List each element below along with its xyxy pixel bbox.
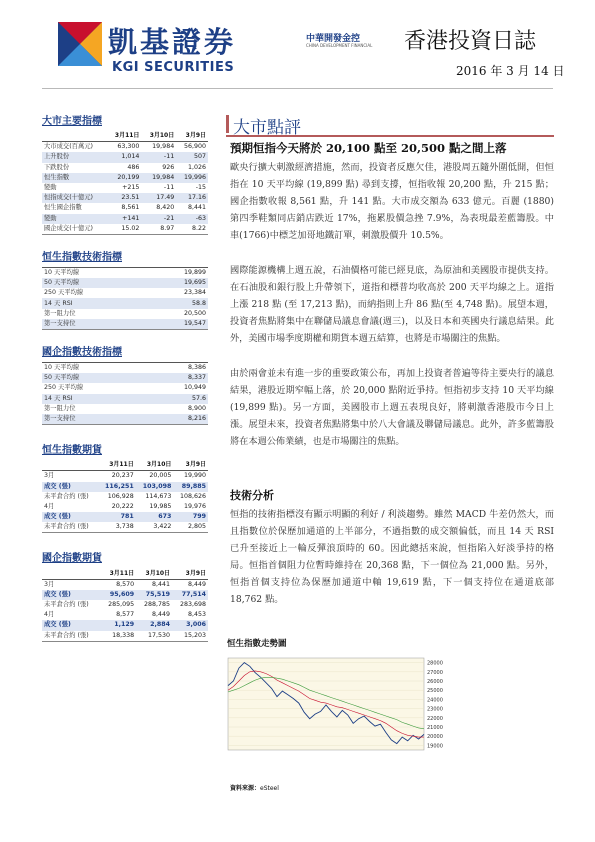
hscei-technical-table: [42, 362, 208, 425]
row-value: 8,449: [152, 611, 171, 619]
column-header: 3月9日: [173, 460, 208, 471]
row-value: 17,530: [136, 631, 172, 642]
technical-analysis-paragraph: 恒指的技術指標沒有顯示明顯的利好 / 利淡趨勢。雖然 MACD 牛差仍然大，而且指數位於保歷加通道的上半部分，不過指數的成交額偏低，而且 14 天 RSI 已升至接近上一輪反彈浪頂時的 60。因此總括來說，恒指陷入好淡爭持的格局。恒指首個阻力位暫時維持在 20,368 點，下一個位為 21,000 點。另外，恒指首個支持位為保歷加通道中軸 19,619 點，下一個支持位在通道底部 18,762 點。: [230, 509, 554, 606]
column-header: 3月10日: [136, 460, 174, 471]
column-header: [42, 460, 98, 471]
row-value: 114,673: [145, 492, 172, 500]
row-value: 8,216: [146, 414, 208, 425]
row-value: 486: [127, 163, 140, 171]
row-value: 20,005: [149, 472, 172, 480]
row-value: 8,420: [156, 204, 175, 212]
table-row: [42, 482, 208, 492]
row-value: 283,698: [179, 601, 206, 609]
y-tick-label: 19000: [427, 743, 443, 750]
row-value: 8,900: [187, 404, 206, 412]
y-tick-label: 24000: [427, 697, 443, 704]
row-value: 18,338: [100, 631, 136, 642]
row-label: 國企成交(十億元): [42, 224, 107, 235]
table-row: [42, 471, 208, 482]
table-row: [42, 163, 208, 173]
row-value: 8,337: [146, 373, 208, 383]
hsi-technical-table: [42, 267, 208, 330]
row-value: 103,098: [136, 482, 174, 492]
y-tick-label: 27000: [427, 669, 443, 676]
row-value: 63,300: [117, 143, 140, 151]
row-value: -21: [141, 214, 176, 224]
brand-name-en: KGI SECURITIES: [112, 60, 235, 75]
row-value: 19,985: [149, 502, 172, 510]
row-label: 未平倉合約 (張): [42, 522, 98, 533]
row-value: 19,976: [183, 502, 206, 510]
column-header: 3月11日: [98, 460, 136, 471]
y-tick-label: 23000: [427, 706, 443, 713]
y-tick-label: 21000: [427, 725, 443, 731]
row-value: 106,928: [107, 492, 134, 500]
row-label: 10 天平均線: [44, 268, 80, 276]
table-row: [42, 512, 208, 522]
technical-analysis-title: 技術分析: [230, 489, 274, 502]
y-tick-label: 22000: [427, 715, 443, 722]
row-value: +215: [122, 184, 140, 192]
report-title: 香港投資日誌: [404, 29, 537, 54]
row-value: 8,577: [116, 611, 135, 619]
row-label: 恒指成交(十億元): [42, 193, 107, 203]
row-label: 250 天平均線: [44, 289, 84, 297]
row-value: 3,006: [172, 620, 208, 630]
column-header: 3月10日: [136, 568, 172, 579]
table-row: [42, 319, 208, 330]
chart-source-value: eSteel: [260, 785, 279, 792]
table-row: [42, 183, 208, 193]
row-value: 2,884: [136, 620, 172, 630]
table-row: [42, 152, 208, 162]
row-value: 19,984: [152, 143, 175, 151]
row-value: 95,609: [100, 590, 136, 600]
hsi-technical-section: [42, 248, 208, 330]
table-row: [42, 502, 208, 512]
row-value: 8.97: [141, 224, 176, 235]
y-tick-label: 28000: [427, 660, 443, 667]
table-row: [42, 394, 208, 404]
table-row: [42, 600, 208, 610]
column-header: [42, 131, 107, 142]
report-date: 2016 年 3 月 14 日: [456, 64, 565, 78]
parent-company-en: CHINA DEVELOPMENT FINANCIAL: [306, 43, 373, 48]
row-value: 781: [98, 512, 136, 522]
column-header: [42, 568, 100, 579]
commentary-section-header: [226, 113, 554, 137]
row-value: 19,547: [146, 319, 208, 330]
commentary-headline: 預期恒指今天將於 20,100 點至 20,500 點之間上落: [230, 141, 507, 155]
hscei-futures-table: [42, 568, 208, 641]
row-value: 507: [176, 152, 208, 162]
row-value: 8.22: [176, 224, 208, 235]
row-value: 3,422: [136, 522, 174, 533]
row-value: 20,199: [107, 173, 142, 183]
column-header: 3月11日: [107, 131, 142, 142]
row-value: 3,738: [98, 522, 136, 533]
row-value: 926: [162, 163, 175, 171]
y-tick-label: 25000: [427, 688, 443, 695]
table-row: [42, 173, 208, 183]
table-row: [42, 203, 208, 213]
y-tick-label: 20000: [427, 734, 443, 741]
row-label: 50 天平均線: [42, 373, 146, 383]
row-value: 673: [136, 512, 174, 522]
row-label: 成交 (張): [42, 620, 100, 630]
row-label: 14 天 RSI: [42, 394, 146, 404]
table-row: [42, 404, 208, 414]
row-value: 23,384: [183, 289, 206, 297]
row-value: 20,222: [111, 502, 134, 510]
commentary-paragraph-2: 國際能源機構上週五說，石油價格可能已經見底，為原油和美國股市提供支持。在石油股和銀行股上升帶領下，道指和標普均收高於 200 天平均線之上。道指上漲 218 點 (至 17,213 點)，而納指則上升 86 點(至 4,748 點)。展望本週，投資者焦點將集中在聯儲局議息會議(週三)，以及日本和英國央行議息結果。此外，美國市場季度期權和期貨本週五結算，也將是市場關注的焦點。: [230, 265, 554, 345]
row-label: 成交 (張): [42, 512, 98, 522]
row-value: 8,449: [187, 580, 206, 588]
row-label: 第一阻力位: [44, 309, 76, 317]
row-label: 3月: [44, 472, 55, 480]
table-row: [42, 373, 208, 383]
table-row: [42, 278, 208, 288]
brand-name-cn: 凱基證券: [108, 25, 237, 59]
row-value: 17.49: [141, 193, 176, 203]
table-row: [42, 288, 208, 298]
row-label: 成交 (張): [42, 590, 100, 600]
header-divider: [42, 88, 553, 89]
market-indicators-table: [42, 131, 208, 235]
hsi-technical-title: 恒生指數技術指標: [42, 251, 122, 263]
row-value: 1,026: [187, 163, 206, 171]
row-label: 下跌股份: [44, 163, 70, 171]
row-value: 19,984: [141, 173, 176, 183]
row-label: 變動: [44, 184, 57, 192]
parent-company-cn: 中華開發金控: [306, 34, 361, 44]
row-value: -63: [176, 214, 208, 224]
row-value: 19,990: [183, 472, 206, 480]
chart-title: 恒生指數走勢圖: [227, 639, 287, 649]
row-value: 19,695: [146, 278, 208, 288]
row-value: 23.51: [107, 193, 142, 203]
chart-source-label: 資料來源：: [230, 785, 261, 792]
table-row: [42, 142, 208, 153]
row-value: 17.16: [176, 193, 208, 203]
column-header: 3月9日: [172, 568, 208, 579]
row-value: 57.6: [146, 394, 208, 404]
row-value: -11: [141, 152, 176, 162]
row-label: 第一阻力位: [44, 404, 76, 412]
row-value: 19,899: [183, 268, 206, 276]
table-row: [42, 522, 208, 533]
kgi-logo-icon: [58, 22, 102, 66]
row-label: 變動: [42, 214, 107, 224]
row-value: 8,441: [187, 204, 206, 212]
y-tick-label: 26000: [427, 679, 443, 685]
row-label: 4月: [44, 502, 55, 510]
hsi-futures-title: 恒生指數期貨: [42, 445, 102, 457]
table-row: [42, 631, 208, 642]
row-label: 大市成交(百萬元): [44, 143, 93, 151]
table-row: [42, 383, 208, 393]
row-label: 3月: [44, 580, 55, 588]
hsi-trend-chart: [226, 652, 454, 758]
row-value: 15,203: [172, 631, 208, 642]
row-value: 75,519: [136, 590, 172, 600]
table-row: [42, 298, 208, 308]
row-value: 108,626: [179, 492, 206, 500]
row-label: 未平倉合約 (張): [44, 601, 89, 609]
row-label: 恒生國企指數: [44, 204, 82, 212]
hsi-futures-table: [42, 460, 208, 533]
table-row: [42, 620, 208, 630]
row-label: 第一支持位: [42, 319, 146, 330]
column-header: 3月9日: [176, 131, 208, 142]
row-value: 285,095: [108, 601, 135, 609]
table-row: [42, 579, 208, 590]
row-label: 成交 (張): [42, 482, 98, 492]
row-value: -15: [195, 184, 206, 192]
row-label: 第一支持位: [42, 414, 146, 425]
row-label: 250 天平均線: [44, 384, 84, 392]
market-indicators-title: 大市主要指標: [42, 116, 102, 127]
row-value: 58.8: [146, 298, 208, 308]
row-value: 10,949: [183, 384, 206, 392]
hscei-technical-title: 國企指數技術指標: [42, 347, 122, 358]
market-indicators-section: [42, 112, 208, 235]
hscei-futures-section: [42, 549, 208, 641]
table-row: [42, 224, 208, 235]
row-value: 1,014: [107, 152, 142, 162]
row-value: 8,561: [121, 204, 140, 212]
table-row: [42, 267, 208, 278]
row-value: 8,570: [116, 580, 135, 588]
hscei-technical-section: [42, 343, 208, 425]
commentary-paragraph-1: 歐央行擴大刺激經濟措施，然而，投資者反應欠佳，港股周五隨外圍低開，但恒指在 10 天平均線 (19,899 點) 尋到支撐，恒指收報 20,200 點，升 215 點；國企指數收報 8,561 點，升 141 點。大市成交額為 633 億元。百麗 (1880) 第四季鞋類同店銷店跌近 17%，拖累股價急挫 7.9%，為表現最差藍籌股。中車(1766)中標芝加哥地鐵訂單，刺激股價升 10.5%。: [230, 162, 554, 242]
row-value: 116,251: [98, 482, 136, 492]
row-value: +141: [107, 214, 142, 224]
hsi-futures-section: [42, 441, 208, 533]
column-header: 3月11日: [100, 568, 136, 579]
commentary-paragraph-3: 由於兩會並未有進一步的重要政策公布，再加上投資者普遍等待主要央行的議息結果，港股近期窄幅上落，於 20,000 點附近爭持。恒指初步支持 10 天平均線(19,899 點)。另一方面，美國股市上週五表現良好，將刺激香港股市今日上漲。展望未來，投資者焦點將集中於八大會議及聯儲局議息。此外，許多藍籌股將在本週公佈業績，也是市場關注的焦點。: [230, 368, 554, 448]
table-row: [42, 363, 208, 374]
commentary-section-title: 大市點評: [233, 118, 301, 138]
row-value: 8,453: [187, 611, 206, 619]
section-accent-bar: [226, 115, 229, 133]
table-row: [42, 309, 208, 319]
row-value: 77,514: [172, 590, 208, 600]
row-value: 1,129: [100, 620, 136, 630]
row-value: -11: [163, 184, 175, 192]
left-sidebar: [42, 112, 208, 655]
table-row: [42, 193, 208, 203]
table-row: [42, 590, 208, 600]
row-value: 56,900: [183, 143, 206, 151]
table-row: [42, 414, 208, 425]
table-row: [42, 610, 208, 620]
row-value: 8,386: [187, 364, 206, 372]
row-value: 288,785: [144, 601, 171, 609]
row-label: 未平倉合約 (張): [44, 492, 89, 500]
row-value: 799: [173, 512, 208, 522]
table-row: [42, 214, 208, 224]
column-header: 3月10日: [141, 131, 176, 142]
row-label: 上升股份: [42, 152, 107, 162]
row-label: 4月: [44, 611, 55, 619]
hscei-futures-title: 國企指數期貨: [42, 553, 102, 565]
row-value: 2,805: [173, 522, 208, 533]
table-row: [42, 492, 208, 502]
row-label: 恒生指數: [42, 173, 107, 183]
row-label: 10 天平均線: [44, 364, 80, 372]
chart-source: [230, 783, 279, 792]
row-value: 8,441: [152, 580, 171, 588]
row-value: 20,237: [111, 472, 134, 480]
row-value: 20,500: [183, 309, 206, 317]
row-value: 19,996: [176, 173, 208, 183]
row-label: 未平倉合約 (張): [42, 631, 100, 642]
row-label: 14 天 RSI: [42, 298, 146, 308]
row-label: 50 天平均線: [42, 278, 146, 288]
row-value: 89,885: [173, 482, 208, 492]
row-value: 15.02: [107, 224, 142, 235]
